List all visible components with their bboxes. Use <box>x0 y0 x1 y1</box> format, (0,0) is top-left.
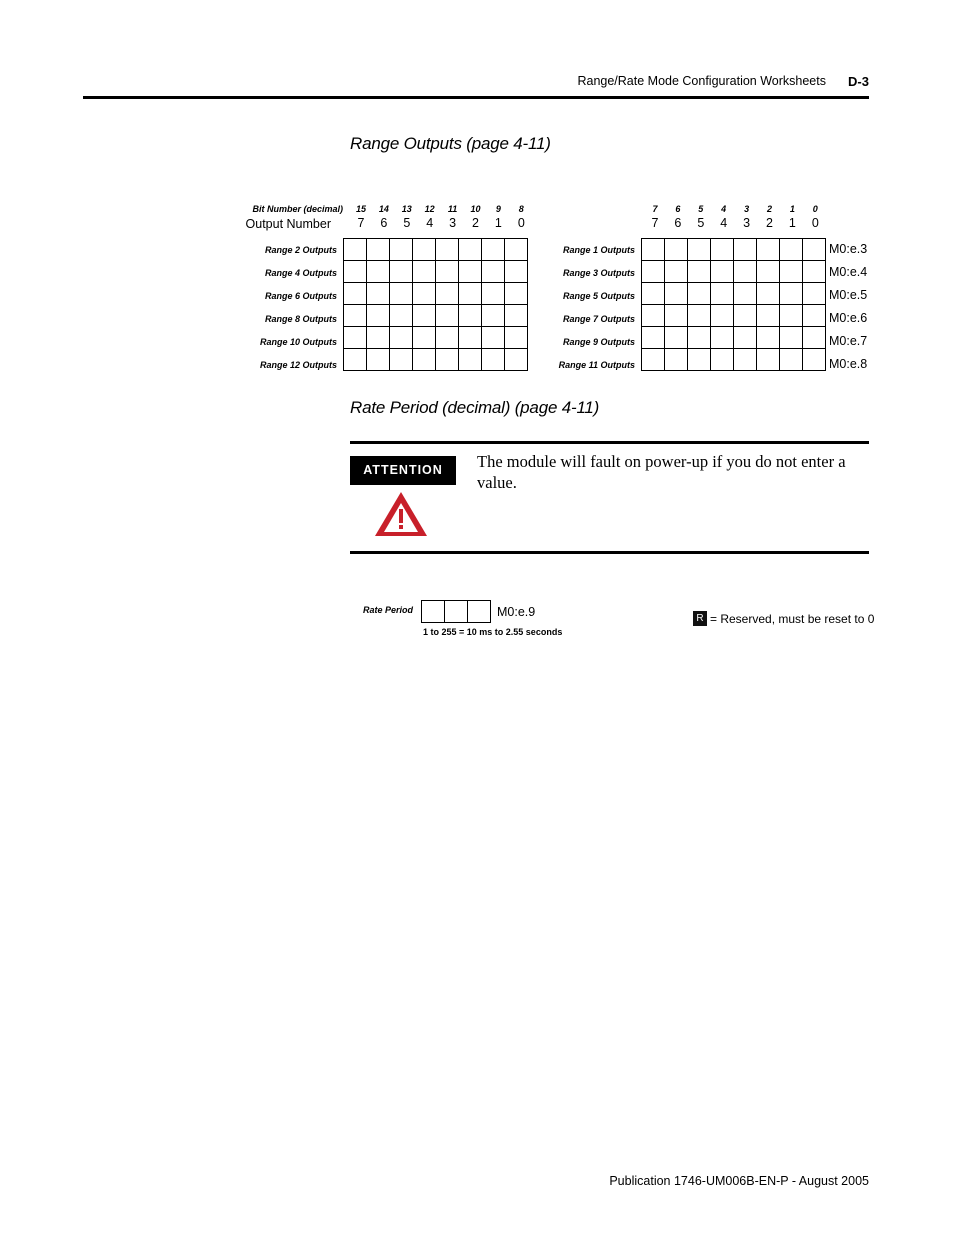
right-row-label-1: Range 3 Outputs <box>562 268 635 278</box>
left-bit-cell[interactable] <box>505 305 528 327</box>
right-bit-cell[interactable] <box>734 261 757 283</box>
right-bit-row <box>642 305 826 327</box>
right-bit-cell[interactable] <box>734 305 757 327</box>
left-bit-cell[interactable] <box>436 261 459 283</box>
left-output-0: 7 <box>357 216 365 230</box>
left-row-label-5: Range 12 Outputs <box>259 360 337 370</box>
left-bit-cell[interactable] <box>344 349 367 371</box>
left-bit-cell[interactable] <box>413 261 436 283</box>
left-bit-cell[interactable] <box>459 283 482 305</box>
left-output-5: 2 <box>472 216 479 230</box>
right-bit-row <box>642 283 826 305</box>
left-bit-7: 8 <box>518 204 524 214</box>
rate-period-row <box>422 601 491 623</box>
left-bit-cell[interactable] <box>505 349 528 371</box>
right-bit-cell[interactable] <box>688 261 711 283</box>
left-bit-cell[interactable] <box>459 305 482 327</box>
word-address-4: M0:e.7 <box>829 334 868 348</box>
left-bit-row <box>344 283 528 305</box>
left-row-label-3: Range 8 Outputs <box>264 314 337 324</box>
right-bit-cell[interactable] <box>780 261 803 283</box>
left-bit-cell[interactable] <box>344 327 367 349</box>
left-bit-cell[interactable] <box>436 305 459 327</box>
running-header-title: Range/Rate Mode Configuration Worksheets <box>577 74 826 88</box>
right-row-label-2: Range 5 Outputs <box>562 291 635 301</box>
left-bit-cell[interactable] <box>436 327 459 349</box>
left-row-label-0: Range 2 Outputs <box>264 245 337 255</box>
left-bit-row <box>344 327 528 349</box>
left-row-label-1: Range 4 Outputs <box>264 268 337 278</box>
left-bit-6: 9 <box>495 204 501 214</box>
right-bit-row <box>642 327 826 349</box>
right-bit-7: 0 <box>812 204 818 214</box>
right-bit-cell[interactable] <box>642 239 665 261</box>
left-bit-cell[interactable] <box>482 239 505 261</box>
left-bit-cell[interactable] <box>482 261 505 283</box>
right-bit-grid <box>641 238 826 371</box>
right-bit-3: 4 <box>721 204 727 214</box>
left-bit-cell[interactable] <box>505 239 528 261</box>
right-bit-6: 1 <box>789 204 795 214</box>
right-bit-cell[interactable] <box>711 305 734 327</box>
right-bit-cell[interactable] <box>757 239 780 261</box>
left-row-label-4: Range 10 Outputs <box>259 337 337 347</box>
reserved-note: = Reserved, must be reset to 0 <box>710 612 875 626</box>
right-bit-cell[interactable] <box>711 261 734 283</box>
left-bit-row <box>344 305 528 327</box>
left-bit-cell[interactable] <box>505 327 528 349</box>
attention-message: The module will fault on power-up if you do not enter a value. <box>477 452 846 492</box>
right-bit-cell[interactable] <box>642 349 665 371</box>
left-bit-cell[interactable] <box>390 305 413 327</box>
right-bit-cell[interactable] <box>642 305 665 327</box>
page-number: D-3 <box>848 74 869 89</box>
right-row-label-0: Range 1 Outputs <box>562 245 635 255</box>
left-bit-row <box>344 349 528 371</box>
left-bit-cell[interactable] <box>505 261 528 283</box>
left-output-3: 4 <box>426 216 434 230</box>
right-output-2: 5 <box>697 216 705 230</box>
left-output-7: 0 <box>517 216 525 230</box>
right-bit-cell[interactable] <box>780 349 803 371</box>
right-output-6: 1 <box>788 216 796 230</box>
left-bit-2: 13 <box>401 204 412 214</box>
right-bit-4: 3 <box>744 204 750 214</box>
left-bit-cell[interactable] <box>459 239 482 261</box>
left-bit-cell[interactable] <box>413 327 436 349</box>
header-rule <box>83 96 869 99</box>
right-bit-cell[interactable] <box>780 327 803 349</box>
word-address-1: M0:e.4 <box>829 265 868 279</box>
left-bit-cell[interactable] <box>390 349 413 371</box>
left-bit-5: 10 <box>470 204 481 214</box>
left-row-label-2: Range 6 Outputs <box>264 291 337 301</box>
left-bit-cell[interactable] <box>482 349 505 371</box>
publication-footer: Publication 1746-UM006B-EN-P - August 2005 <box>609 1174 869 1188</box>
rate-period-cell[interactable] <box>468 601 491 623</box>
right-bit-cell[interactable] <box>780 239 803 261</box>
right-row-label-3: Range 7 Outputs <box>562 314 635 324</box>
right-bit-1: 6 <box>675 204 681 214</box>
left-output-1: 6 <box>380 216 388 230</box>
rate-period-address: M0:e.9 <box>497 605 536 619</box>
left-bit-row <box>344 261 528 283</box>
left-bit-cell[interactable] <box>367 349 390 371</box>
right-bit-cell[interactable] <box>665 261 688 283</box>
right-row-label-4: Range 9 Outputs <box>562 337 635 347</box>
right-bit-cell[interactable] <box>642 261 665 283</box>
word-address-3: M0:e.6 <box>829 311 868 325</box>
left-bit-cell[interactable] <box>413 305 436 327</box>
word-address-0: M0:e.3 <box>829 242 868 256</box>
right-output-1: 6 <box>674 216 682 230</box>
warning-icon <box>373 490 429 538</box>
right-output-5: 2 <box>766 216 773 230</box>
left-bit-cell[interactable] <box>505 283 528 305</box>
right-bit-cell[interactable] <box>688 305 711 327</box>
left-output-6: 1 <box>494 216 502 230</box>
right-bit-cell[interactable] <box>803 327 826 349</box>
right-bit-cell[interactable] <box>803 261 826 283</box>
left-bit-cell[interactable] <box>367 305 390 327</box>
right-bit-cell[interactable] <box>780 305 803 327</box>
right-bit-cell[interactable] <box>642 283 665 305</box>
right-output-3: 4 <box>720 216 728 230</box>
left-bit-0: 15 <box>355 204 366 214</box>
left-bit-cell[interactable] <box>436 239 459 261</box>
bit-number-label: Bit Number (decimal) <box>252 204 343 214</box>
right-bit-cell[interactable] <box>734 349 757 371</box>
left-output-4: 3 <box>449 216 457 230</box>
left-bit-cell[interactable] <box>344 239 367 261</box>
left-bit-cell[interactable] <box>390 327 413 349</box>
left-bit-cell[interactable] <box>459 349 482 371</box>
right-row-label-5: Range 11 Outputs <box>558 360 635 370</box>
left-bit-cell[interactable] <box>482 305 505 327</box>
right-bit-cell[interactable] <box>803 305 826 327</box>
right-output-0: 7 <box>651 216 659 230</box>
right-output-7: 0 <box>811 216 819 230</box>
right-bit-cell[interactable] <box>757 349 780 371</box>
right-output-4: 3 <box>743 216 751 230</box>
right-bit-cell[interactable] <box>757 305 780 327</box>
left-bit-cell[interactable] <box>413 239 436 261</box>
right-bit-cell[interactable] <box>642 327 665 349</box>
right-bit-cell[interactable] <box>803 283 826 305</box>
attention-rule-top <box>350 441 869 444</box>
left-bit-cell[interactable] <box>413 349 436 371</box>
right-bit-cell[interactable] <box>688 239 711 261</box>
rate-period-range-note: 1 to 255 = 10 ms to 2.55 seconds <box>423 627 563 637</box>
right-bit-row <box>642 239 826 261</box>
left-bit-cell[interactable] <box>459 261 482 283</box>
left-output-2: 5 <box>403 216 411 230</box>
left-bit-cell[interactable] <box>367 283 390 305</box>
attention-rule-bottom <box>350 551 869 554</box>
right-bit-cell[interactable] <box>688 283 711 305</box>
rate-period-grid <box>421 600 491 623</box>
right-bit-cell[interactable] <box>665 305 688 327</box>
left-bit-cell[interactable] <box>459 327 482 349</box>
left-bit-cell[interactable] <box>482 327 505 349</box>
right-bit-2: 5 <box>698 204 704 214</box>
right-bit-cell[interactable] <box>757 283 780 305</box>
left-bit-cell[interactable] <box>436 349 459 371</box>
left-bit-cell[interactable] <box>436 283 459 305</box>
right-bit-cell[interactable] <box>803 349 826 371</box>
right-bit-cell[interactable] <box>688 349 711 371</box>
right-bit-cell[interactable] <box>757 327 780 349</box>
left-bit-3: 12 <box>424 204 435 214</box>
output-number-label: Output Number <box>245 217 331 231</box>
right-bit-cell[interactable] <box>711 327 734 349</box>
left-bit-4: 11 <box>447 204 458 214</box>
right-bit-row <box>642 349 826 371</box>
right-bit-cell[interactable] <box>780 283 803 305</box>
right-bit-cell[interactable] <box>711 349 734 371</box>
left-bit-cell[interactable] <box>390 239 413 261</box>
right-bit-cell[interactable] <box>665 349 688 371</box>
left-bit-cell[interactable] <box>344 305 367 327</box>
left-bit-cell[interactable] <box>367 239 390 261</box>
right-bit-cell[interactable] <box>803 239 826 261</box>
left-bit-cell[interactable] <box>344 283 367 305</box>
rate-period-label: Rate Period <box>362 605 413 615</box>
right-bit-5: 2 <box>766 204 772 214</box>
left-bit-cell[interactable] <box>482 283 505 305</box>
left-bit-cell[interactable] <box>390 261 413 283</box>
word-address-2: M0:e.5 <box>829 288 868 302</box>
right-bit-cell[interactable] <box>734 239 757 261</box>
rate-period-title: Rate Period (decimal) (page 4-11) <box>350 398 600 417</box>
right-bit-cell[interactable] <box>665 327 688 349</box>
left-bit-cell[interactable] <box>344 261 367 283</box>
attention-badge: ATTENTION <box>350 456 456 485</box>
right-bit-cell[interactable] <box>757 261 780 283</box>
right-bit-cell[interactable] <box>711 239 734 261</box>
left-bit-cell[interactable] <box>367 261 390 283</box>
rate-period-cell[interactable] <box>445 601 468 623</box>
rate-period-cell[interactable] <box>422 601 445 623</box>
left-bit-row <box>344 239 528 261</box>
right-bit-cell[interactable] <box>665 283 688 305</box>
left-bit-1: 14 <box>378 204 389 214</box>
left-bit-cell[interactable] <box>413 283 436 305</box>
right-bit-cell[interactable] <box>734 327 757 349</box>
word-address-5: M0:e.8 <box>829 357 868 371</box>
left-bit-cell[interactable] <box>367 327 390 349</box>
right-bit-cell[interactable] <box>665 239 688 261</box>
right-bit-0: 7 <box>652 204 658 214</box>
left-bit-cell[interactable] <box>390 283 413 305</box>
reserved-symbol: R <box>693 611 707 626</box>
left-bit-grid <box>343 238 528 371</box>
right-bit-cell[interactable] <box>711 283 734 305</box>
right-bit-cell[interactable] <box>688 327 711 349</box>
right-bit-row <box>642 261 826 283</box>
right-bit-cell[interactable] <box>734 283 757 305</box>
range-outputs-title: Range Outputs (page 4-11) <box>350 134 551 153</box>
